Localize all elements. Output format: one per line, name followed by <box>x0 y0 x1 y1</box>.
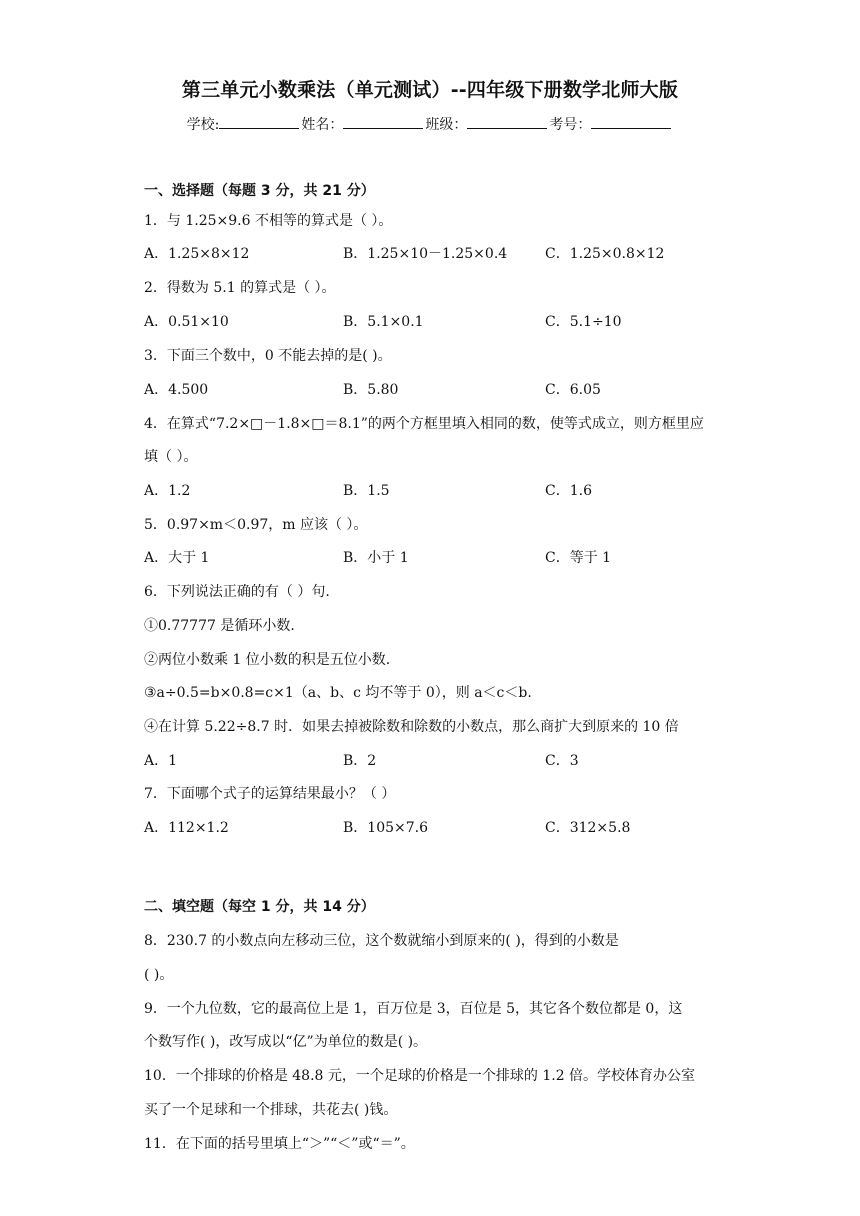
q6-option-b: B．2 <box>343 753 377 769</box>
q6-option-a: A．1 <box>144 753 178 769</box>
question-8-line2: ( )。 <box>144 967 174 983</box>
class-blank[interactable] <box>467 116 547 129</box>
number-blank[interactable] <box>591 116 671 129</box>
name-blank[interactable] <box>343 116 423 129</box>
q6-option-c: C．3 <box>545 753 579 769</box>
q4-option-b: B．1.5 <box>343 483 390 499</box>
section2-heading: 二、填空题（每空 1 分，共 14 分） <box>144 899 375 915</box>
q6-statement-2: ②两位小数乘 1 位小数的积是五位小数. <box>144 652 391 668</box>
q3-option-a: A．4.500 <box>144 382 209 398</box>
q3-option-b: B．5.80 <box>343 382 399 398</box>
question-11: 11．在下面的括号里填上“＞”“＜”或“＝”。 <box>144 1136 415 1152</box>
school-blank[interactable] <box>219 116 299 129</box>
section1-heading: 一、选择题（每题 3 分，共 21 分） <box>144 183 375 199</box>
question-10-line2: 买了一个足球和一个排球，共花去( )钱。 <box>144 1102 398 1118</box>
q5-option-c: C．等于 1 <box>545 550 612 566</box>
class-label: 班级： <box>425 117 468 133</box>
question-4-line2: 填（ ）。 <box>144 449 198 465</box>
q4-option-c: C．1.6 <box>545 483 592 499</box>
question-9-line1: 9．一个九位数，它的最高位上是 1，百万位是 3，百位是 5，其它各个数位都是 0，这 <box>144 1001 683 1017</box>
name-label: 姓名： <box>301 117 344 133</box>
q7-option-c: C．312×5.8 <box>545 820 631 836</box>
q2-option-c: C．5.1÷10 <box>545 314 622 330</box>
q7-option-a: A．112×1.2 <box>144 820 229 836</box>
number-label: 考号： <box>549 117 592 133</box>
q1-option-c: C．1.25×0.8×12 <box>545 246 665 262</box>
q2-option-b: B．5.1×0.1 <box>343 314 424 330</box>
question-2: 2．得数为 5.1 的算式是（ ）。 <box>144 280 336 296</box>
q3-option-c: C．6.05 <box>545 382 601 398</box>
q5-option-a: A．大于 1 <box>144 550 210 566</box>
q6-statement-1: ①0.77777 是循环小数. <box>144 618 295 634</box>
q6-statement-4: ④在计算 5.22÷8.7 时．如果去掉被除数和除数的小数点，那么商扩大到原来的 10 倍 <box>144 719 679 735</box>
page-title: 第三单元小数乘法（单元测试）--四年级下册数学北师大版 <box>181 79 679 101</box>
question-7: 7．下面哪个式子的运算结果最小？（ ） <box>144 786 396 802</box>
q7-option-b: B．105×7.6 <box>343 820 429 836</box>
question-9-line2: 个数写作( )，改写成以“亿”为单位的数是( )。 <box>144 1034 428 1050</box>
student-info-line <box>0 114 860 134</box>
q1-option-a: A．1.25×8×12 <box>144 246 250 262</box>
q1-option-b: B．1.25×10－1.25×0.4 <box>343 246 508 262</box>
question-8-line1: 8．230.7 的小数点向左移动三位，这个数就缩小到原来的( )，得到的小数是 <box>144 933 619 949</box>
q2-option-a: A．0.51×10 <box>144 314 229 330</box>
question-10-line1: 10．一个排球的价格是 48.8 元，一个足球的价格是一个排球的 1.2 倍。学校体育办公室 <box>144 1068 696 1084</box>
q4-option-a: A．1.2 <box>144 483 191 499</box>
q5-option-b: B．小于 1 <box>343 550 409 566</box>
question-1: 1．与 1.25×9.6 不相等的算式是（ ）。 <box>144 213 393 229</box>
q6-statement-3: ③a÷0.5=b×0.8=c×1（a、b、c 均不等于 0），则 a＜c＜b. <box>144 685 532 701</box>
question-5: 5．0.97×m＜0.97，m 应该（ ）。 <box>144 517 368 533</box>
question-3: 3．下面三个数中，0 不能去掉的是( )。 <box>144 348 392 364</box>
question-6: 6．下列说法正确的有（ ）句. <box>144 584 330 600</box>
school-label: 学校: <box>186 117 220 133</box>
question-4-line1: 4．在算式“7.2×□－1.8×□＝8.1”的两个方框里填入相同的数，使等式成立，则方框里应 <box>144 416 704 432</box>
